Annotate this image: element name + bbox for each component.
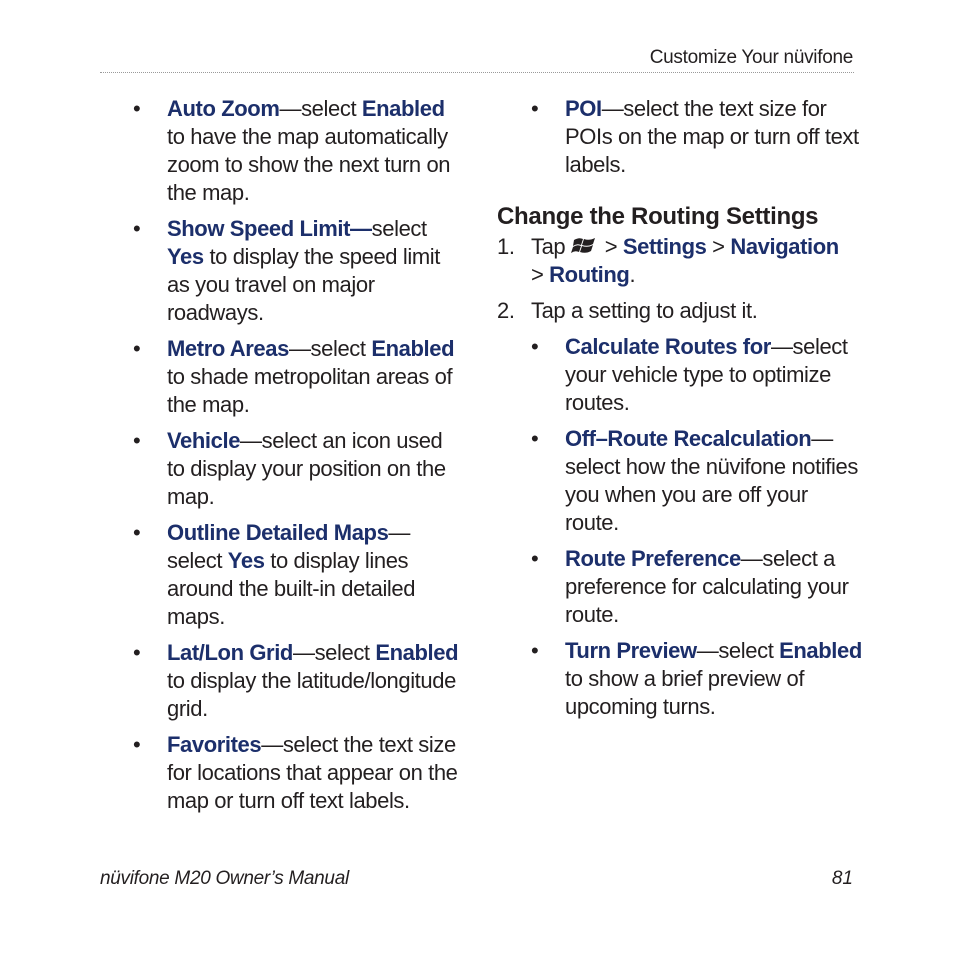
bullet-dot: •	[133, 96, 141, 121]
menu-routing: Routing	[549, 262, 630, 287]
windows-start-icon	[571, 235, 599, 257]
step-1	[497, 233, 862, 289]
bullet-show-speed-limit	[133, 215, 463, 327]
bullet-dot: •	[133, 732, 141, 757]
bullet-dot: •	[133, 216, 141, 241]
step-number: 1.	[497, 234, 515, 259]
running-head: Customize Your nüvifone	[649, 47, 853, 68]
bullet-text: to have the map automatically zoom to show the next turn on the map.	[167, 124, 451, 205]
step-end: .	[629, 262, 636, 287]
option-value: Enabled	[779, 638, 862, 663]
bullet-text: select	[371, 216, 427, 241]
bullet-text: to shade metropolitan areas of the map.	[167, 364, 453, 417]
header-rule	[100, 72, 854, 73]
option-value: Enabled	[361, 96, 445, 121]
right-column	[497, 95, 862, 729]
setting-name: Lat/Lon Grid	[167, 640, 293, 665]
bullet-dot: •	[133, 520, 141, 545]
page-number: 81	[831, 868, 853, 889]
option-value: Yes	[167, 244, 204, 269]
bullet-text: —select your vehicle type to optimize routes.	[565, 334, 848, 415]
bullet-auto-zoom	[133, 95, 463, 207]
setting-name: Show Speed Limit—	[167, 216, 372, 241]
section-heading: Change the Routing Settings	[497, 203, 819, 230]
bullet-vehicle	[133, 427, 463, 511]
option-value: Enabled	[375, 640, 459, 665]
bullet-turn-preview	[531, 637, 862, 721]
setting-name: Auto Zoom	[167, 96, 280, 121]
bullet-dot: •	[133, 336, 141, 361]
bullet-outline-detailed-maps	[133, 519, 463, 631]
breadcrumb-separator: >	[706, 234, 731, 259]
bullet-dot: •	[531, 426, 539, 451]
bullet-text: —select an icon used to display your position on the map.	[167, 428, 446, 509]
bullet-route-preference	[531, 545, 862, 629]
option-value: Enabled	[371, 336, 455, 361]
bullet-text: — select how the nüvifone notifies you when you are off your route.	[565, 426, 858, 535]
bullet-text: —select	[288, 336, 372, 361]
bullet-text: to display the speed limit as you travel on major roadways.	[167, 244, 440, 325]
bullet-text: —select	[696, 638, 780, 663]
setting-name: Favorites	[167, 732, 262, 757]
bullet-favorites	[133, 731, 463, 815]
bullet-text: —select	[279, 96, 362, 121]
setting-name: Outline Detailed Maps	[167, 520, 389, 545]
bullet-text: — select	[167, 520, 411, 573]
menu-settings: Settings	[622, 234, 707, 259]
bullet-text: —select	[292, 640, 376, 665]
bullet-text: to display lines around the built-in detailed maps.	[167, 548, 416, 629]
bullet-dot: •	[531, 334, 539, 359]
menu-navigation: Navigation	[730, 234, 839, 259]
setting-name: Vehicle	[167, 428, 241, 453]
setting-name: Turn Preview	[565, 638, 697, 663]
bullet-text: —select the text size for POIs on the map or turn off text labels.	[565, 96, 859, 177]
step-number: 2.	[497, 298, 515, 323]
bullet-dot: •	[531, 546, 539, 571]
step-text: Tap	[531, 234, 571, 259]
left-column	[133, 95, 463, 823]
setting-name: Off–Route Recalculation	[565, 426, 812, 451]
step-2	[497, 297, 862, 325]
bullet-dot: •	[133, 640, 141, 665]
option-value: Yes	[227, 548, 265, 573]
step-text: Tap a setting to adjust it.	[531, 298, 758, 323]
bullet-dot: •	[531, 96, 539, 121]
bullet-poi	[531, 95, 862, 179]
bullet-text: to show a brief preview of upcoming turns.	[565, 666, 805, 719]
bullet-lat-lon-grid	[133, 639, 463, 723]
breadcrumb-separator: >	[598, 234, 623, 259]
bullet-dot: •	[133, 428, 141, 453]
breadcrumb-separator: >	[531, 262, 550, 287]
setting-name: Metro Areas	[167, 336, 289, 361]
footer-manual-title: nüvifone M20 Owner’s Manual	[100, 868, 349, 889]
setting-name: POI	[565, 96, 602, 121]
setting-name: Calculate Routes for	[565, 334, 771, 359]
setting-name: Route Preference	[565, 546, 741, 571]
bullet-off-route-recalculation	[531, 425, 862, 537]
bullet-dot: •	[531, 638, 539, 663]
bullet-text: —select the text size for locations that appear on the map or turn off text labels.	[167, 732, 458, 813]
bullet-calculate-routes	[531, 333, 862, 417]
bullet-metro-areas	[133, 335, 463, 419]
bullet-text: to display the latitude/longitude grid.	[167, 668, 456, 721]
bullet-text: —select a preference for calculating your route.	[565, 546, 849, 627]
